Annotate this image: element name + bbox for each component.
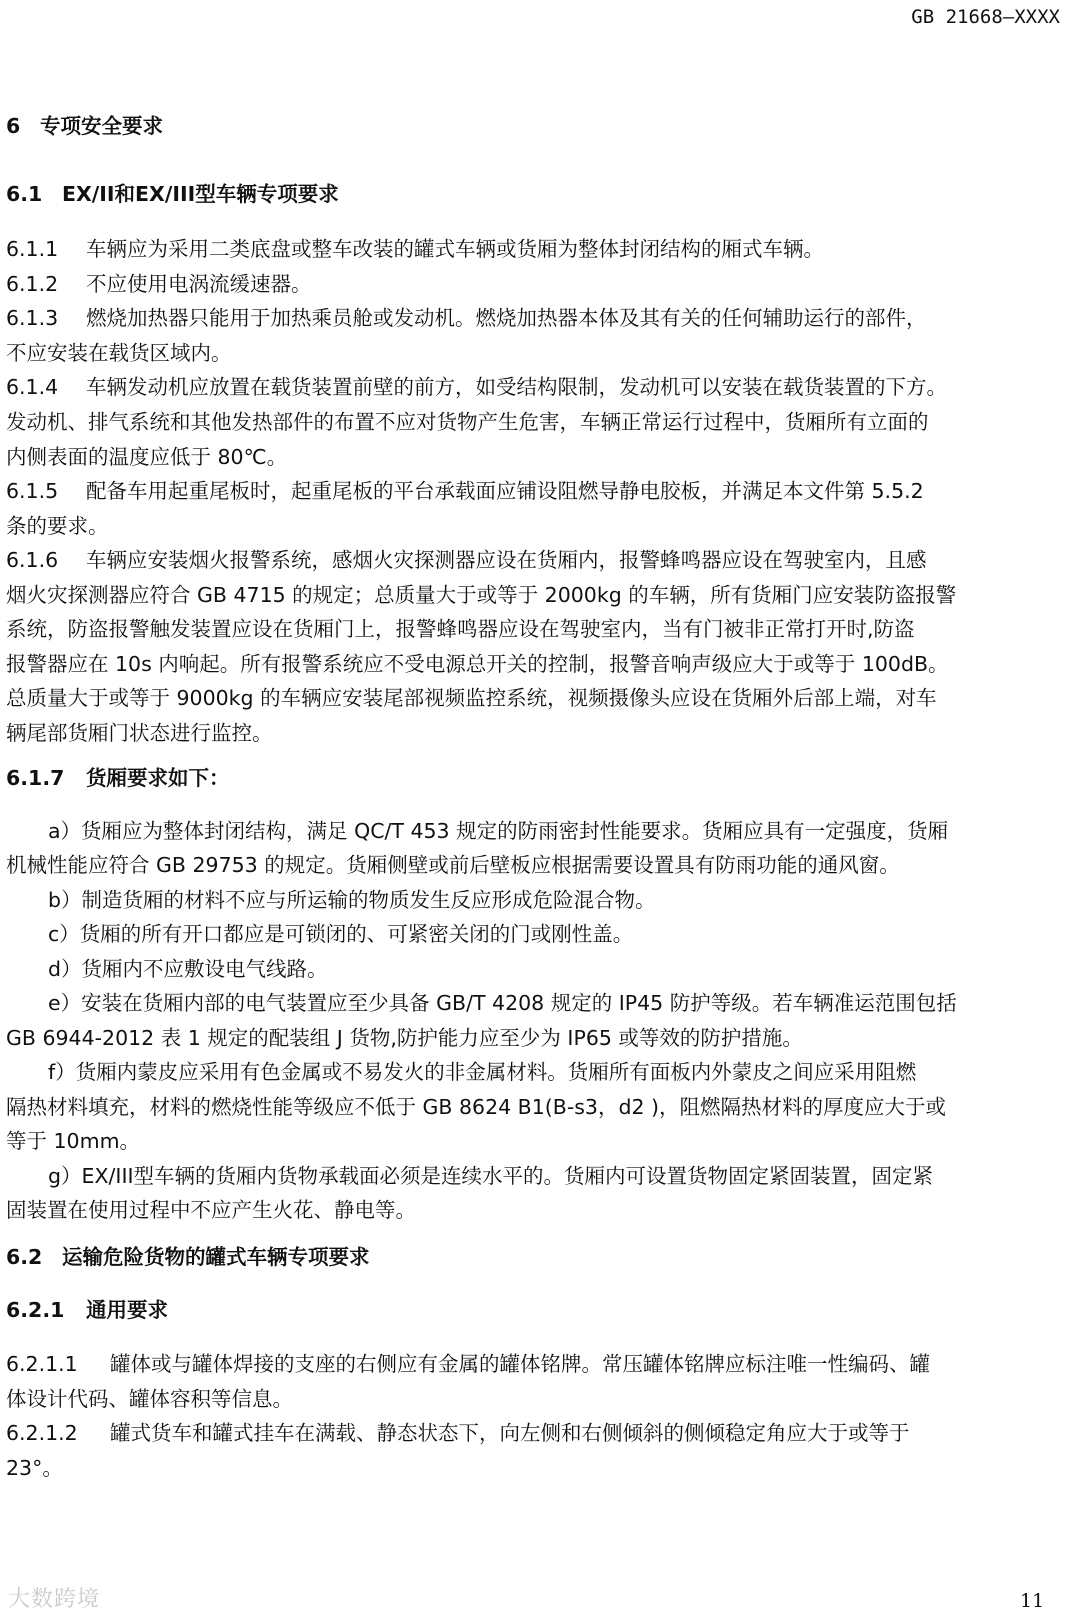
text-line (6, 1024, 1072, 1052)
text-line (6, 1196, 1072, 1224)
text-line (6, 1093, 1072, 1121)
clause-text: 隔热材料填充，材料的燃烧性能等级应不低于 GB 8624 B1(B-s3，d2 )，阻燃隔热材料的厚度应大于或 (6, 1095, 947, 1119)
clause-text: 通用要求 (86, 1298, 168, 1322)
text-line (6, 1419, 1072, 1447)
clause-text: 烟火灾探测器应符合 GB 4715 的规定；总质量大于或等于 2000kg 的车辆，所有货厢门应安装防盗报警 (6, 583, 957, 607)
text-line (6, 546, 1072, 574)
clause-number: 6.2 (6, 1245, 43, 1269)
text-line (6, 1454, 1072, 1482)
clause-text: 等于 10mm。 (6, 1129, 141, 1153)
standard-number: GB 21668—XXXX (911, 6, 1060, 28)
text-line (6, 920, 1080, 948)
clause-text: 运输危险货物的罐式车辆专项要求 (62, 1245, 370, 1269)
clause-number: 6.2.1.1 (6, 1352, 78, 1376)
section-heading (6, 764, 1072, 792)
clause-number: 6.1.3 (6, 306, 59, 330)
text-line (6, 304, 1072, 332)
text-line (6, 235, 1072, 263)
text-line (6, 955, 1080, 983)
clause-number: 6.2.1 (6, 1298, 65, 1322)
text-line (6, 886, 1080, 914)
text-line (6, 684, 1072, 712)
clause-text: 罐式货车和罐式挂车在满载、静态状态下，向左侧和右侧倾斜的侧倾稳定角应大于或等于 (110, 1421, 910, 1445)
text-line (6, 851, 1072, 879)
clause-text: 车辆应安装烟火报警系统，感烟火灾探测器应设在货厢内，报警蜂鸣器应设在驾驶室内，且感 (86, 548, 927, 572)
clause-number: 6.2.1.2 (6, 1421, 78, 1445)
section-heading (6, 112, 1072, 140)
clause-text: 报警器应在 10s 内响起。所有报警系统应不受电源总开关的控制，报警音响声级应大于或等于 100dB。 (6, 652, 949, 676)
clause-text: 辆尾部货厢门状态进行监控。 (6, 721, 273, 745)
clause-text: 23°。 (6, 1456, 63, 1480)
clause-text: 车辆发动机应放置在载货装置前壁的前方，如受结构限制，发动机可以安装在载货装置的下方。 (86, 375, 947, 399)
text-line (6, 1127, 1072, 1155)
clause-number: 6.1 (6, 182, 43, 206)
clause-text: 固装置在使用过程中不应产生火花、静电等。 (6, 1198, 416, 1222)
clause-text: 配备车用起重尾板时，起重尾板的平台承载面应铺设阻燃导静电胶板，并满足本文件第 5.5.2 (86, 479, 924, 503)
clause-text: b）制造货厢的材料不应与所运输的物质发生反应形成危险混合物。 (48, 888, 656, 912)
clause-text: 不应安装在载货区域内。 (6, 341, 232, 365)
clause-text: g）EX/III型车辆的货厢内货物承载面必须是连续水平的。货厢内可设置货物固定紧固装置，固定紧 (48, 1164, 934, 1188)
clause-text: f）货厢内蒙皮应采用有色金属或不易发火的非金属材料。货厢所有面板内外蒙皮之间应采用阻燃 (48, 1060, 917, 1084)
clause-text: 条的要求。 (6, 514, 109, 538)
clause-number: 6.1.4 (6, 375, 59, 399)
clause-text: 系统，防盗报警触发装置应设在货厢门上，报警蜂鸣器应设在驾驶室内，当有门被非正常打开时,防盗 (6, 617, 915, 641)
text-line (6, 719, 1072, 747)
clause-text: 车辆应为采用二类底盘或整车改装的罐式车辆或货厢为整体封闭结构的厢式车辆。 (86, 237, 824, 261)
clause-text: c）货厢的所有开口都应是可锁闭的、可紧密关闭的门或刚性盖。 (48, 922, 634, 946)
clause-text: GB 6944-2012 表 1 规定的配装组 J 货物,防护能力应至少为 IP65 或等效的防护措施。 (6, 1026, 803, 1050)
watermark-logo: 大数跨境 (8, 1587, 101, 1612)
page-number: 11 (1020, 1590, 1045, 1612)
clause-number: 6 (6, 114, 21, 138)
clause-number: 6.1.5 (6, 479, 59, 503)
section-heading (6, 1243, 1072, 1271)
text-line (6, 1162, 1080, 1190)
text-line (6, 477, 1072, 505)
clause-text: 体设计代码、罐体容积等信息。 (6, 1387, 293, 1411)
clause-text: 罐体或与罐体焊接的支座的右侧应有金属的罐体铭牌。常压罐体铭牌应标注唯一性编码、罐 (110, 1352, 930, 1376)
text-line (6, 989, 1080, 1017)
clause-text: 专项安全要求 (40, 114, 163, 138)
text-line (6, 581, 1072, 609)
text-line (6, 512, 1072, 540)
clause-text: 机械性能应符合 GB 29753 的规定。货厢侧壁或前后壁板应根据需要设置具有防雨功能的通风窗。 (6, 853, 900, 877)
text-line (6, 408, 1072, 436)
text-line (6, 443, 1072, 471)
text-line (6, 615, 1072, 643)
text-line (6, 1385, 1072, 1413)
text-line (6, 373, 1072, 401)
text-line (6, 270, 1072, 298)
text-line (6, 1350, 1072, 1378)
section-heading (6, 1296, 1072, 1324)
section-heading (6, 180, 1072, 208)
clause-number: 6.1.1 (6, 237, 59, 261)
clause-text: e）安装在货厢内部的电气装置应至少具备 GB/T 4208 规定的 IP45 防护等级。若车辆准运范围包括 (48, 991, 957, 1015)
clause-text: 总质量大于或等于 9000kg 的车辆应安装尾部视频监控系统，视频摄像头应设在货厢外后部上端，对车 (6, 686, 937, 710)
clause-number: 6.1.2 (6, 272, 59, 296)
text-line (6, 1058, 1080, 1086)
clause-text: 发动机、排气系统和其他发热部件的布置不应对货物产生危害，车辆正常运行过程中，货厢所有立面的 (6, 410, 929, 434)
clause-text: 不应使用电涡流缓速器。 (86, 272, 312, 296)
text-line (6, 817, 1080, 845)
clause-text: 货厢要求如下： (86, 766, 230, 790)
text-line (6, 650, 1072, 678)
clause-text: EX/II和EX/III型车辆专项要求 (62, 182, 339, 206)
clause-text: 燃烧加热器只能用于加热乘员舱或发动机。燃烧加热器本体及其有关的任何辅助运行的部件， (86, 306, 927, 330)
text-line (6, 339, 1072, 367)
clause-text: a）货厢应为整体封闭结构，满足 QC/T 453 规定的防雨密封性能要求。货厢应具有一定强度，货厢 (48, 819, 949, 843)
clause-text: 内侧表面的温度应低于 80℃。 (6, 445, 288, 469)
clause-number: 6.1.7 (6, 766, 65, 790)
clause-number: 6.1.6 (6, 548, 59, 572)
clause-text: d）货厢内不应敷设电气线路。 (48, 957, 328, 981)
